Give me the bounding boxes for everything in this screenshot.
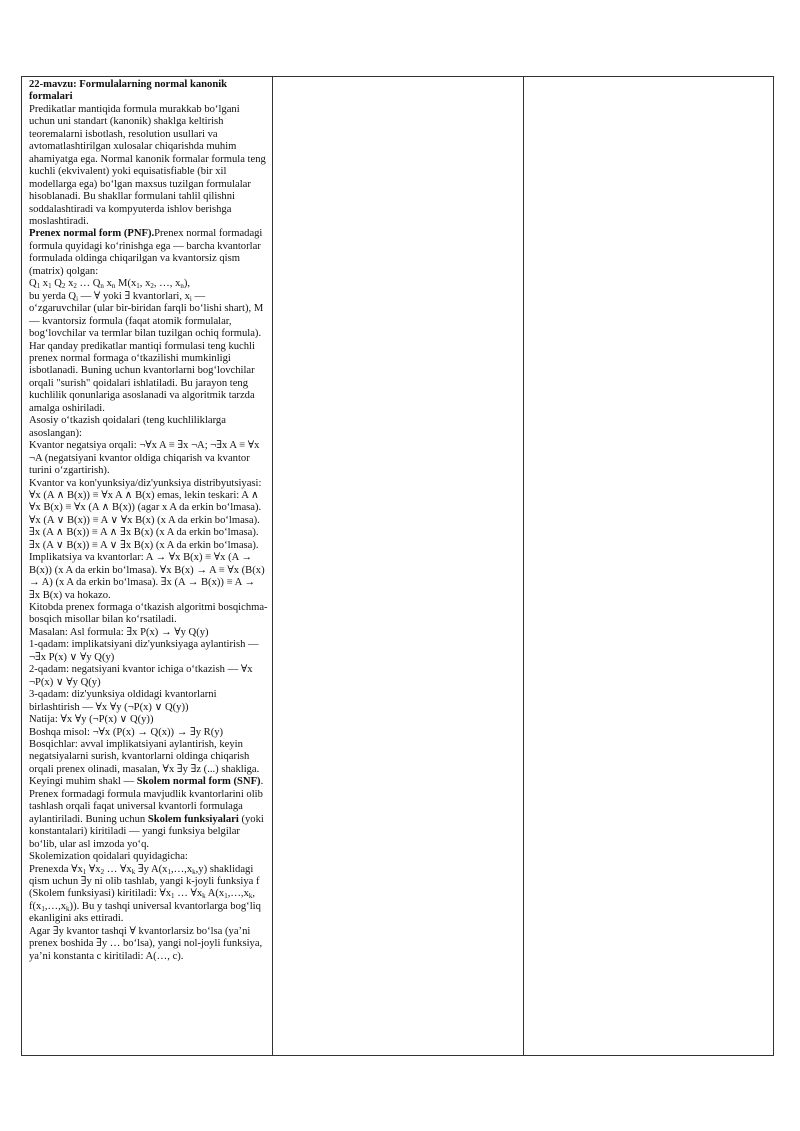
text-run: Asosiy o‘tkazish qoidalari (teng kuchliliklarga asoslangan): xyxy=(29,415,226,439)
subscript: n xyxy=(111,282,116,291)
table-row xyxy=(22,77,774,1056)
paragraph-p2 xyxy=(29,228,268,278)
text-run: , f(x xyxy=(29,888,256,912)
text-run: ,…,x xyxy=(44,900,67,912)
paragraph-p5 xyxy=(29,341,268,416)
subscript: 1 xyxy=(171,892,175,901)
text-run: Q xyxy=(51,278,62,290)
paragraph-p20 xyxy=(29,864,268,926)
text-run: x xyxy=(103,278,112,290)
text-run: — o‘zgaruvchilar (ular bir-biridan farqli bo‘lishi shart), M — kvantorsiz formula (faqat atomik formulalar, bog‘lovchilar va termlar bilan tuzilgan ochiq formula). xyxy=(29,290,264,340)
paragraph-p19 xyxy=(29,851,268,863)
text-run: , x xyxy=(139,278,151,290)
text-run: x xyxy=(65,278,74,290)
paragraph-p12 xyxy=(29,639,268,664)
paragraph-p8 xyxy=(29,478,268,553)
empty-cell-middle xyxy=(273,77,524,1056)
paragraph-p7 xyxy=(29,440,268,477)
text-run: Predikatlar mantiqida formula murakkab bo‘lgani uchun uni standart (kanonik) shaklga keltirish teoremalarni isbotlash, resolution usullari va avtomatlashtirilgan xulosalar chiqarishda muhim ahamiyatga ega. Normal kanonik formalar formula teng kuchli (ekvivalent) yoki equisatisfiable (bir xil modellarga ega) bo‘lgan maxsus tuzilgan formulalar hisoblanadi. Bu shakllar formulani tahlil qilishni soddalashtiradi va kompyuterda ishlov berishga moslashtiradi. xyxy=(29,103,266,227)
subscript: 2 xyxy=(100,867,105,876)
text-run: Boshqa misol: ¬∀x (P(x) → Q(x)) → ∃y R(y) xyxy=(29,726,224,738)
bold-term: Skolem normal form (SNF) xyxy=(136,776,261,788)
text-run: 3-qadam: diz'yunksiya oldidagi kvantorlarni birlashtirish — ∀x ∀y (¬P(x) ∨ Q(y)) xyxy=(29,689,217,713)
subscript: k xyxy=(131,867,136,876)
text-run: , …, x xyxy=(153,278,181,290)
text-run: Agar ∃y kvantor tashqi ∀ kvantorlarsiz bo‘lsa (ya’ni prenex boshida ∃y … bo‘lsa), yangi nol-joyli funksiya, ya’ni konstanta c kiritiladi: A(…, c). xyxy=(29,925,263,962)
text-run: Prenex normal formadagi formula quyidagi ko‘rinishga ega — barcha kvantorlar formulada oldinga chiqarilgan va kvantorsiz qism (matrix) qolgan: xyxy=(29,228,263,277)
text-run: bu yerda Q xyxy=(29,290,77,302)
text-run: Q xyxy=(29,278,37,290)
empty-cell-right xyxy=(524,77,774,1056)
text-run: … Q xyxy=(76,278,101,290)
text-run: Kitobda prenex formaga o‘tkazish algoritmi bosqichma-bosqich misollar bilan ko‘rsatiladi. xyxy=(29,602,268,626)
paragraph-p18 xyxy=(29,776,268,851)
paragraph-p15 xyxy=(29,714,268,726)
text-run: 1-qadam: implikatsiyani diz'yunksiyaga aylantirish — ¬∃x P(x) ∨ ∀y Q(y) xyxy=(29,639,259,663)
lesson-text xyxy=(22,77,272,963)
subscript: k xyxy=(192,867,196,876)
subscript: 1 xyxy=(224,892,228,901)
text-run: Skolemization qoidalari quyidagicha: xyxy=(29,851,188,863)
text-run: Har qanday predikatlar mantiqi formulasi teng kuchli prenex normal formaga o‘tkazilishi mumkinligi isbotlanadi. Buning uchun kvantorlarni bog‘lovchilar orqali "surish" qoidalari ishlatiladi. Bu jarayon teng kuchlilik qonunlariga asoslanadi va algoritmik tarzda amalga oshiriladi. xyxy=(29,340,255,414)
text-run: M(x xyxy=(115,278,137,290)
notes-table xyxy=(21,76,774,1056)
bold-term: Prenex normal form (PNF). xyxy=(29,228,155,240)
text-run: A(x xyxy=(205,888,225,900)
subscript: k xyxy=(202,892,206,901)
text-run: x xyxy=(40,278,49,290)
subscript: 1 xyxy=(82,867,87,876)
text-run: Bosqichlar: avval implikatsiyani aylantirish, keyin negatsiyalarni surish, kvantorlarni oldinga chiqarish orqali prenex olinadi, masalan, ∀x ∃y ∃z (...) shakliga. xyxy=(29,739,260,775)
subscript: 1 xyxy=(41,904,45,913)
paragraph-p11 xyxy=(29,627,268,639)
text-run: … ∀x xyxy=(104,863,132,875)
subscript: 2 xyxy=(73,282,77,291)
paragraph-p3 xyxy=(29,278,268,290)
paragraph-p6 xyxy=(29,415,268,440)
text-run: (yoki konstantalari) kiritiladi — yangi funksiya belgilar bo‘lib, ular asl imzoda yo‘q. xyxy=(29,813,264,850)
text-run: ,…,x xyxy=(227,888,249,900)
subscript: 1 xyxy=(136,282,140,291)
text-run: Kvantor negatsiya orqali: ¬∀x A ≡ ∃x ¬A; ¬∃x A ≡ ∀x ¬A (negatsiyani kvantor oldiga chiqarish va kvantor turini o‘zgartirish). xyxy=(29,440,260,477)
text-run: ∀x xyxy=(86,863,101,875)
lesson-title: 22-mavzu: Formulalarning normal kanonik formalari xyxy=(29,79,228,103)
text-run: Kvantor va kon'yunksiya/diz'yunksiya distribyutsiyasi: ∀x (A ∧ B(x)) ≡ ∀x A ∧ B(x) emas, lekin teskari: A ∧ ∀x B(x) ≡ ∀x (A ∧ B(x)) (agar x A da erkin bo‘lmasa). ∀x (A ∨ B(x)) ≡ A ∨ ∀x B(x) (x A da erkin bo‘lmasa). ∃x (A ∧ B(x)) ≡ A ∧ ∃x B(x) (x A da erkin bo‘lmasa). ∃x (A ∨ B(x)) ≡ A ∨ ∃x B(x) (x A da erkin bo‘lmasa). xyxy=(29,477,262,551)
text-run: Implikatsiya va kvantorlar: A → ∀x B(x) ≡ ∀x (A → B(x)) (x A da erkin bo‘lmasa). ∀x B(x) → A ≡ ∀x (B(x) → A) (x A da erkin bo‘lmasa). ∃x (A → B(x)) ≡ A → ∃x B(x) va hokazo. xyxy=(29,552,265,601)
subscript: i xyxy=(76,294,79,303)
text-run: ,…,x xyxy=(170,863,193,875)
paragraph-p13 xyxy=(29,664,268,689)
bold-term: Skolem funksiyalari xyxy=(147,813,239,825)
subscript: 1 xyxy=(48,282,52,291)
paragraph-p17 xyxy=(29,739,268,776)
paragraph-p16 xyxy=(29,727,268,739)
text-run: 2-qadam: negatsiyani kvantor ichiga o‘tkazish — ∀x ¬P(x) ∨ ∀y Q(y) xyxy=(29,664,253,688)
subscript: i xyxy=(189,294,192,303)
paragraph-p21 xyxy=(29,926,268,963)
subscript: 1 xyxy=(36,282,41,291)
text-run: Keyingi muhim shakl — xyxy=(29,776,137,788)
paragraph-p4 xyxy=(29,291,268,341)
paragraph-p14 xyxy=(29,689,268,714)
subscript: 2 xyxy=(61,282,66,291)
text-run: ∃y A(x xyxy=(135,863,168,875)
subscript: 2 xyxy=(150,282,154,291)
text-run: … ∀x xyxy=(174,888,203,900)
paragraph-p1 xyxy=(29,104,268,229)
content-cell xyxy=(22,77,273,1056)
subscript: k xyxy=(66,904,70,913)
subscript: 1 xyxy=(167,867,171,876)
subscript: n xyxy=(100,282,104,291)
text-run: Natija: ∀x ∀y (¬P(x) ∨ Q(y)) xyxy=(29,714,154,726)
text-run: Prenexda ∀x xyxy=(29,863,83,875)
paragraph-p9 xyxy=(29,552,268,602)
paragraph-p10 xyxy=(29,602,268,627)
subscript: k xyxy=(248,892,253,901)
text-run: Masalan: Asl formula: ∃x P(x) → ∀y Q(y) xyxy=(29,626,209,638)
text-run: . Prenex formadagi formula mavjudlik kvantorlarini olib tashlash orqali faqat universal kvantorli formulaga aylantiriladi. Buning uchun xyxy=(29,776,264,825)
text-run: )). Bu y tashqi universal kvantorlarga bog‘liq ekanligini aks ettiradi. xyxy=(29,900,261,925)
subscript: n xyxy=(180,282,184,291)
text-run: ,y) shaklidagi qism uchun ∃y ni olib tashlab, yangi k-joyli funksiya f (Skolem funksiyasi) kiritiladi: ∀x xyxy=(29,863,260,900)
text-run: — ∀ yoki ∃ kvantorlari, x xyxy=(78,290,190,302)
text-run: ), xyxy=(183,278,191,290)
